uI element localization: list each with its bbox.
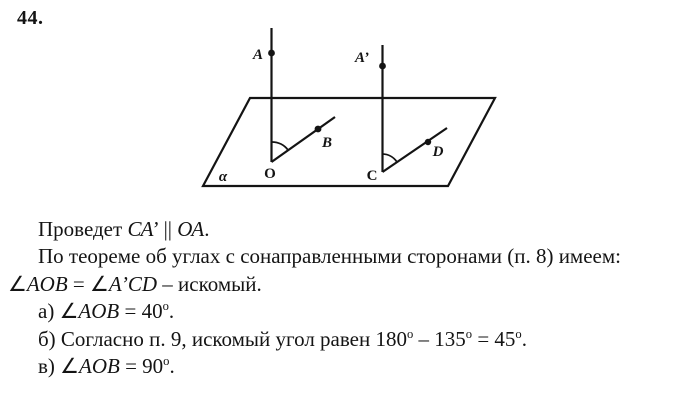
angle-arc-AOB	[272, 142, 288, 150]
point-D	[425, 139, 431, 145]
point-A	[268, 50, 275, 57]
label-alpha: α	[218, 169, 228, 185]
solution-text	[8, 216, 694, 380]
point-A-prime	[379, 63, 386, 70]
label-B: B	[321, 135, 333, 151]
angle-arc-A-prime-CD	[383, 154, 398, 162]
geometry-diagram	[185, 18, 515, 203]
solution-line-3: ∠AOB = ∠A’CD – искомый.	[8, 271, 262, 296]
label-C: C	[366, 168, 378, 184]
solution-line-6-case-v: в) ∠AOB = $90^о$.	[38, 353, 175, 378]
problem-number: 44.	[17, 7, 44, 29]
label-O: O	[264, 166, 276, 182]
label-A: A	[252, 47, 264, 63]
solution-line-2: По теореме об углах с сонаправленными сторонами (п. 8) имеем:	[38, 244, 621, 269]
solution-line-5-case-b: б) Согласно п. 9, искомый угол равен $180^о - 135^о = 45^о$.	[38, 326, 527, 351]
plane-alpha-outline	[203, 98, 495, 186]
solution-line-1: Проведет СА’ || ОА.	[38, 217, 210, 241]
label-D: D	[432, 144, 444, 160]
point-B	[315, 126, 322, 133]
solution-line-4-case-a: а) ∠AOB = $40^о$.	[38, 299, 175, 324]
label-A-prime: A’	[355, 50, 369, 66]
geometry-diagram-canvas	[185, 18, 515, 203]
